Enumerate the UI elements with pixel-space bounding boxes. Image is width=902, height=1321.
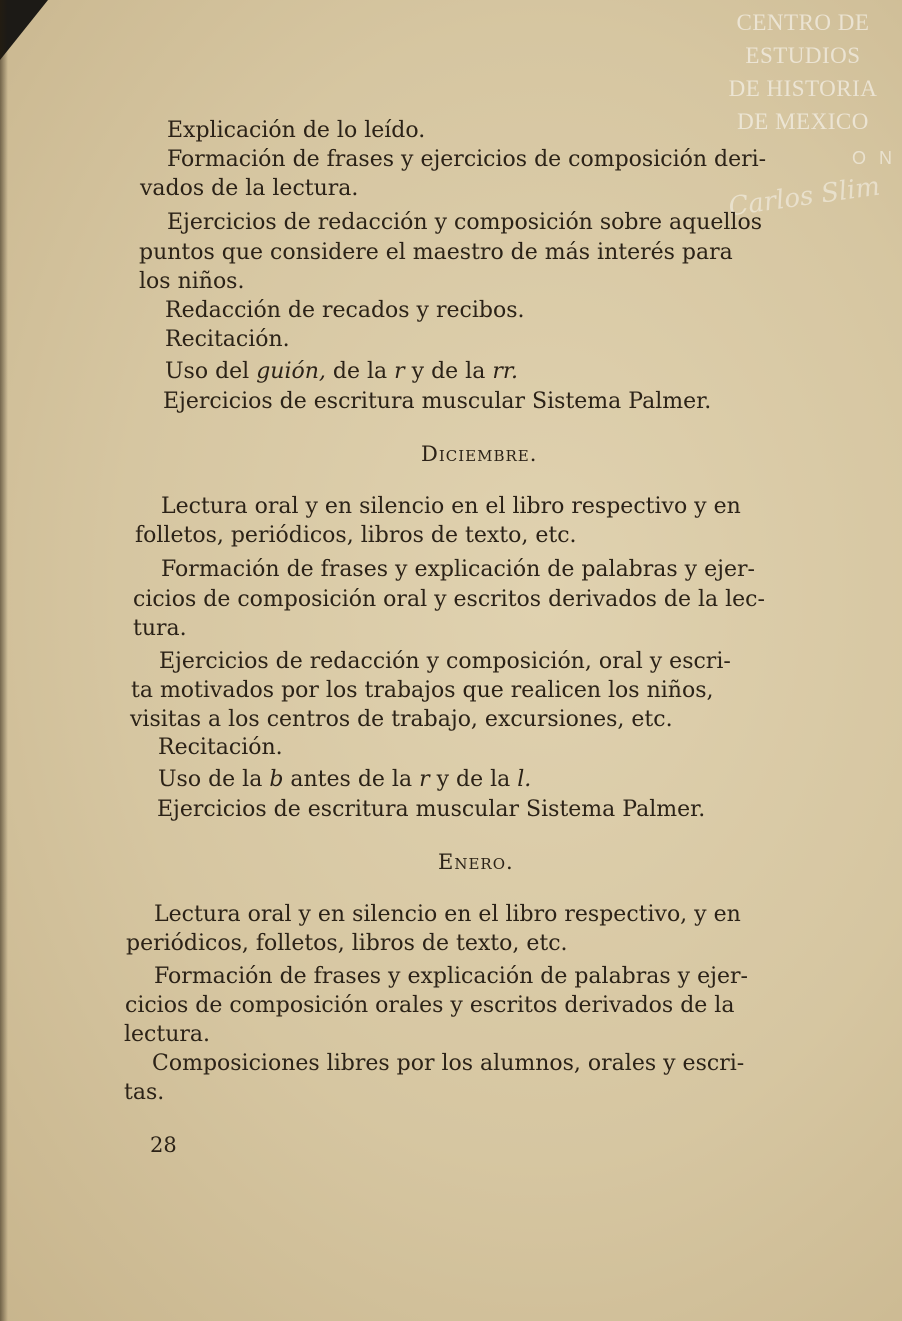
watermark-signature: Carlos Slim bbox=[726, 171, 882, 223]
text-line: cicios de composición orales y escritos derivados de la bbox=[125, 993, 735, 1018]
text-line: tura. bbox=[133, 616, 187, 641]
watermark-line: CENTRO DE bbox=[736, 10, 870, 35]
section-heading-enero: Enero. bbox=[438, 850, 514, 874]
italic-term: l. bbox=[517, 767, 532, 792]
italic-term: r bbox=[394, 359, 405, 384]
text-line bbox=[165, 357, 518, 386]
section-heading-diciembre: Diciembre. bbox=[421, 442, 538, 466]
text-line: Explicación de lo leído. bbox=[167, 118, 426, 143]
text-line: Ejercicios de redacción y composición, oral y escri- bbox=[159, 649, 731, 674]
text-line: Lectura oral y en silencio en el libro respectivo, y en bbox=[154, 902, 741, 927]
archive-watermark bbox=[718, 6, 888, 138]
text-run: Uso de la bbox=[158, 767, 270, 792]
text-run: y de la bbox=[429, 767, 518, 792]
text-run: antes de la bbox=[283, 767, 420, 792]
watermark-line: DE MEXICO bbox=[737, 109, 869, 134]
text-run: de la bbox=[325, 359, 395, 384]
watermark-line: DE HISTORIA bbox=[728, 76, 878, 101]
watermark-line: ESTUDIOS bbox=[745, 43, 861, 68]
text-line: Composiciones libres por los alumnos, orales y escri- bbox=[152, 1051, 745, 1076]
text-line bbox=[158, 765, 531, 794]
text-line: Recitación. bbox=[158, 735, 283, 760]
page-edge-shadow bbox=[0, 0, 8, 1321]
text-line: Redacción de recados y recibos. bbox=[165, 298, 525, 323]
text-line: lectura. bbox=[124, 1022, 211, 1047]
text-line: tas. bbox=[124, 1080, 165, 1105]
text-line: Lectura oral y en silencio en el libro respectivo y en bbox=[161, 494, 741, 519]
text-line: Formación de frases y explicación de palabras y ejer- bbox=[161, 557, 755, 582]
text-line: Ejercicios de escritura muscular Sistema Palmer. bbox=[157, 797, 706, 822]
text-line: folletos, periódicos, libros de texto, etc. bbox=[135, 523, 577, 548]
italic-term: r bbox=[419, 767, 430, 792]
italic-term: b bbox=[269, 767, 284, 792]
text-line: los niños. bbox=[139, 269, 245, 294]
text-line: puntos que considere el maestro de más interés para bbox=[139, 240, 733, 265]
text-line: cicios de composición oral y escritos derivados de la lec- bbox=[133, 587, 765, 612]
text-line: periódicos, folletos, libros de texto, etc. bbox=[126, 931, 568, 956]
text-line: Recitación. bbox=[165, 327, 290, 352]
page-number: 28 bbox=[150, 1133, 177, 1157]
text-line: Formación de frases y explicación de palabras y ejer- bbox=[154, 964, 748, 989]
watermark-edge-letters: O N bbox=[851, 148, 896, 168]
text-line: Ejercicios de escritura muscular Sistema Palmer. bbox=[163, 389, 712, 414]
text-run: Uso del bbox=[165, 359, 257, 384]
italic-term: guión, bbox=[256, 359, 326, 384]
text-line: vados de la lectura. bbox=[140, 176, 359, 201]
text-line: Ejercicios de redacción y composición sobre aquellos bbox=[167, 210, 762, 235]
italic-term: rr. bbox=[492, 359, 518, 384]
text-line: visitas a los centros de trabajo, excursiones, etc. bbox=[130, 707, 673, 732]
text-line: ta motivados por los trabajos que realicen los niños, bbox=[131, 678, 714, 703]
text-run: y de la bbox=[404, 359, 493, 384]
text-line: Formación de frases y ejercicios de composición deri- bbox=[167, 147, 767, 172]
